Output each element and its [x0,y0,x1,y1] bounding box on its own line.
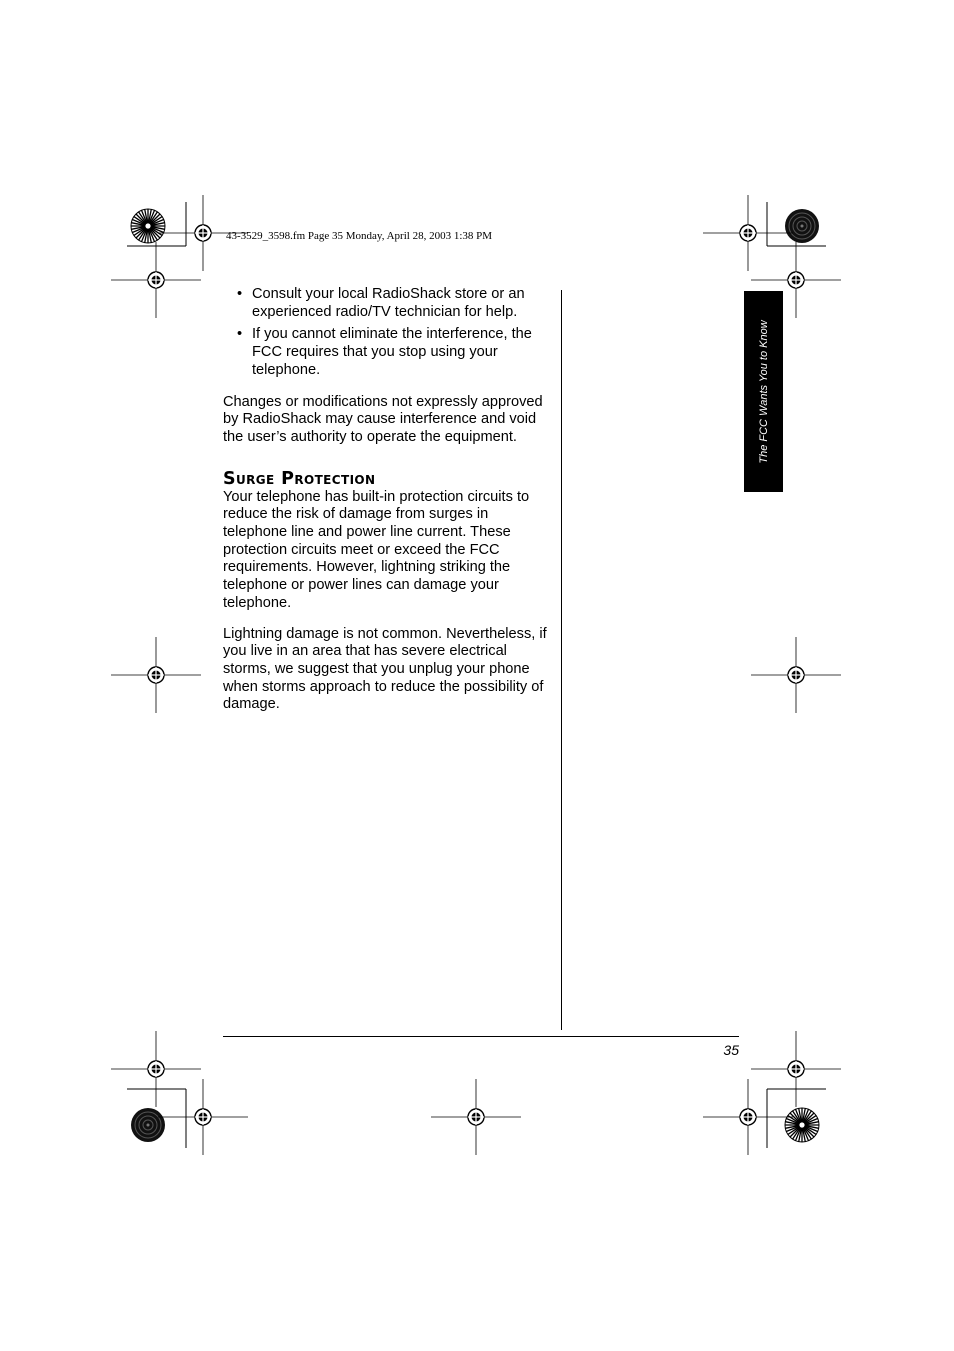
chapter-tab [744,291,783,492]
chapter-tab-label: The FCC Wants You to Know [757,319,770,464]
list-item [223,286,556,321]
bullet-glyph: • [237,326,243,343]
starburst-bottom-left [131,1108,165,1142]
modifications-paragraph: Changes or modifications not expressly approved by RadioShack may cause interference and void the user’s authority to operate the equipment. [223,393,543,445]
list-item [223,326,556,379]
starburst-bottom-right [785,1108,819,1142]
list-item-text: Consult your local RadioShack store or an experienced radio/TV technician for help. [252,286,525,320]
starburst-top-left [131,209,165,243]
column-divider [561,290,562,1030]
starburst-top-right [785,209,819,243]
file-slug: 43-3529_3598.fm Page 35 Monday, April 28, 2003 1:38 PM [226,230,493,242]
page-number: 35 [723,1042,739,1058]
surge-paragraph-1: Your telephone has built-in protection circuits to reduce the risk of damage from surges in telephone line and power line current. These protection circuits meet or exceed the FCC requirements. However, lightning striking the telephone or power lines can damage your telephone. [223,488,530,611]
surge-paragraph-2: Lightning damage is not common. Nevertheless, if you live in an area that has severe electrical storms, we suggest that you unplug your phone when storms approach to reduce the possibility of damage. [223,625,547,713]
section-heading: Surge Protection [223,468,376,489]
list-item-text: If you cannot eliminate the interference, the FCC requires that you stop using your telephone. [252,326,532,378]
main-column [223,286,556,727]
bullet-list [223,286,556,380]
footer-rule [223,1036,739,1037]
bullet-glyph: • [237,286,243,302]
